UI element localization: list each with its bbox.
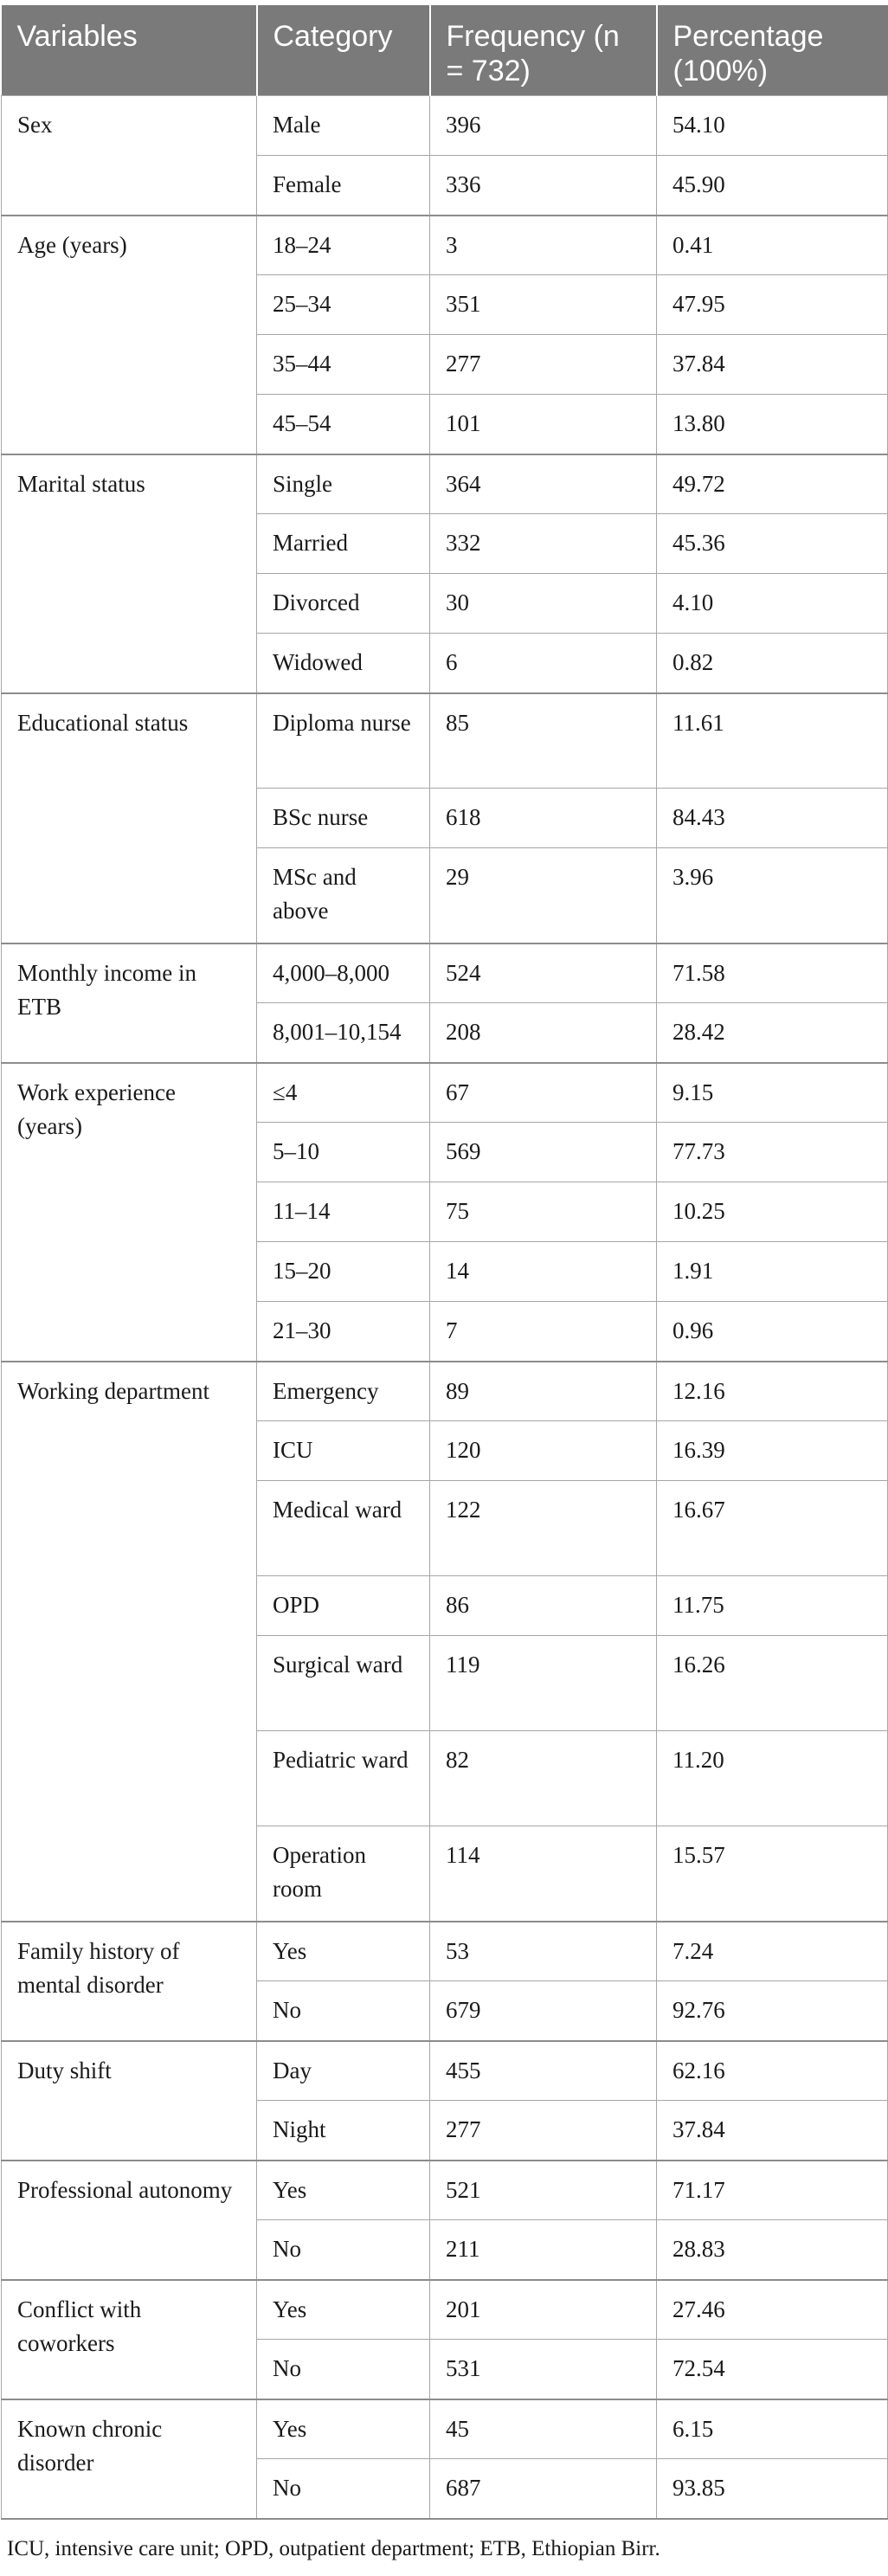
- percentage-cell: 28.42: [657, 1003, 888, 1063]
- frequency-cell: 208: [430, 1003, 657, 1063]
- percentage-cell: 11.20: [657, 1731, 888, 1826]
- variable-cell: Work experience (years): [2, 1063, 257, 1362]
- percentage-cell: 0.41: [657, 216, 888, 275]
- category-cell: 8,001–10,154: [257, 1003, 430, 1063]
- percentage-cell: 27.46: [657, 2280, 888, 2340]
- frequency-cell: 277: [430, 2101, 657, 2161]
- table-row: [2, 693, 888, 789]
- frequency-cell: 6: [430, 634, 657, 693]
- percentage-cell: 28.83: [657, 2220, 888, 2280]
- variable-cell: Family history of mental disorder: [2, 1922, 257, 2041]
- variable-cell: Professional autonomy: [2, 2161, 257, 2280]
- percentage-cell: 49.72: [657, 454, 888, 514]
- category-cell: 5–10: [257, 1123, 430, 1182]
- frequency-cell: 119: [430, 1636, 657, 1731]
- frequency-cell: 82: [430, 1731, 657, 1826]
- header-row: [2, 5, 888, 96]
- percentage-cell: 4.10: [657, 574, 888, 634]
- frequency-cell: 351: [430, 275, 657, 335]
- category-cell: 15–20: [257, 1242, 430, 1302]
- frequency-cell: 85: [430, 693, 657, 789]
- category-cell: OPD: [257, 1576, 430, 1636]
- percentage-cell: 0.82: [657, 634, 888, 693]
- category-cell: 11–14: [257, 1182, 430, 1242]
- header-variables: Variables: [2, 5, 257, 96]
- frequency-cell: 201: [430, 2280, 657, 2340]
- frequency-cell: 29: [430, 848, 657, 943]
- category-cell: Yes: [257, 2161, 430, 2220]
- frequency-cell: 101: [430, 395, 657, 454]
- percentage-cell: 92.76: [657, 1981, 888, 2041]
- frequency-cell: 114: [430, 1826, 657, 1922]
- category-cell: ≤4: [257, 1063, 430, 1123]
- frequency-cell: 687: [430, 2459, 657, 2519]
- category-cell: 21–30: [257, 1302, 430, 1362]
- frequency-cell: 3: [430, 216, 657, 275]
- frequency-cell: 53: [430, 1922, 657, 1981]
- percentage-cell: 0.96: [657, 1302, 888, 1362]
- percentage-cell: 11.75: [657, 1576, 888, 1636]
- frequency-cell: 122: [430, 1481, 657, 1576]
- frequency-cell: 569: [430, 1123, 657, 1182]
- header-frequency: Frequency (n = 732): [430, 5, 657, 96]
- percentage-cell: 16.39: [657, 1421, 888, 1481]
- frequency-cell: 277: [430, 335, 657, 395]
- table-row: [2, 1362, 888, 1421]
- table-row: [2, 454, 888, 514]
- percentage-cell: 11.61: [657, 693, 888, 789]
- frequency-cell: 7: [430, 1302, 657, 1362]
- table-row: [2, 2280, 888, 2340]
- table-row: [2, 1922, 888, 1981]
- table-row: [2, 1063, 888, 1123]
- category-cell: Yes: [257, 2280, 430, 2340]
- frequency-cell: 45: [430, 2399, 657, 2459]
- percentage-cell: 71.58: [657, 943, 888, 1003]
- category-cell: Female: [257, 156, 430, 216]
- frequency-cell: 364: [430, 454, 657, 514]
- percentage-cell: 45.90: [657, 156, 888, 216]
- category-cell: Yes: [257, 2399, 430, 2459]
- percentage-cell: 72.54: [657, 2340, 888, 2399]
- percentage-cell: 15.57: [657, 1826, 888, 1922]
- frequency-cell: 120: [430, 1421, 657, 1481]
- category-cell: Yes: [257, 1922, 430, 1981]
- category-cell: Night: [257, 2101, 430, 2161]
- table-row: [2, 2041, 888, 2101]
- variable-cell: Sex: [2, 96, 257, 216]
- variable-cell: Age (years): [2, 216, 257, 454]
- category-cell: Male: [257, 96, 430, 156]
- percentage-cell: 71.17: [657, 2161, 888, 2220]
- frequency-cell: 521: [430, 2161, 657, 2220]
- percentage-cell: 47.95: [657, 275, 888, 335]
- table-row: [2, 2399, 888, 2459]
- category-cell: BSc nurse: [257, 789, 430, 848]
- frequency-cell: 679: [430, 1981, 657, 2041]
- frequency-cell: 455: [430, 2041, 657, 2101]
- header-category: Category: [257, 5, 430, 96]
- category-cell: No: [257, 1981, 430, 2041]
- percentage-cell: 9.15: [657, 1063, 888, 1123]
- variable-cell: Marital status: [2, 454, 257, 693]
- frequency-cell: 86: [430, 1576, 657, 1636]
- table-row: [2, 943, 888, 1003]
- category-cell: Pediatric ward: [257, 1731, 430, 1826]
- category-cell: Widowed: [257, 634, 430, 693]
- percentage-cell: 6.15: [657, 2399, 888, 2459]
- percentage-cell: 37.84: [657, 335, 888, 395]
- variable-cell: Conflict with coworkers: [2, 2280, 257, 2399]
- category-cell: 4,000–8,000: [257, 943, 430, 1003]
- category-cell: Divorced: [257, 574, 430, 634]
- frequency-cell: 14: [430, 1242, 657, 1302]
- category-cell: Diploma nurse: [257, 693, 430, 789]
- table-footnote: ICU, intensive care unit; OPD, outpatient department; ETB, Ethiopian Birr.: [7, 2536, 660, 2560]
- category-cell: 45–54: [257, 395, 430, 454]
- category-cell: No: [257, 2220, 430, 2280]
- table-row: [2, 2161, 888, 2220]
- variable-cell: Educational status: [2, 693, 257, 943]
- percentage-cell: 1.91: [657, 1242, 888, 1302]
- variable-cell: Monthly income in ETB: [2, 943, 257, 1063]
- category-cell: Married: [257, 514, 430, 574]
- category-cell: No: [257, 2340, 430, 2399]
- percentage-cell: 12.16: [657, 1362, 888, 1421]
- category-cell: ICU: [257, 1421, 430, 1481]
- percentage-cell: 16.67: [657, 1481, 888, 1576]
- percentage-cell: 77.73: [657, 1123, 888, 1182]
- frequency-cell: 336: [430, 156, 657, 216]
- category-cell: 18–24: [257, 216, 430, 275]
- percentage-cell: 10.25: [657, 1182, 888, 1242]
- frequency-cell: 30: [430, 574, 657, 634]
- percentage-cell: 3.96: [657, 848, 888, 943]
- category-cell: Emergency: [257, 1362, 430, 1421]
- frequency-cell: 618: [430, 789, 657, 848]
- frequency-cell: 211: [430, 2220, 657, 2280]
- category-cell: Single: [257, 454, 430, 514]
- frequency-cell: 332: [430, 514, 657, 574]
- table-row: [2, 216, 888, 275]
- demographics-table: [1, 5, 888, 2520]
- frequency-cell: 75: [430, 1182, 657, 1242]
- frequency-cell: 524: [430, 943, 657, 1003]
- percentage-cell: 7.24: [657, 1922, 888, 1981]
- category-cell: MSc and above: [257, 848, 430, 943]
- category-cell: No: [257, 2459, 430, 2519]
- percentage-cell: 16.26: [657, 1636, 888, 1731]
- variable-cell: Duty shift: [2, 2041, 257, 2161]
- table-body: [2, 96, 888, 2519]
- percentage-cell: 84.43: [657, 789, 888, 848]
- variable-cell: Working department: [2, 1362, 257, 1922]
- category-cell: Medical ward: [257, 1481, 430, 1576]
- category-cell: 25–34: [257, 275, 430, 335]
- category-cell: 35–44: [257, 335, 430, 395]
- category-cell: Operation room: [257, 1826, 430, 1922]
- frequency-cell: 89: [430, 1362, 657, 1421]
- percentage-cell: 62.16: [657, 2041, 888, 2101]
- percentage-cell: 13.80: [657, 395, 888, 454]
- variable-cell: Known chronic disorder: [2, 2399, 257, 2519]
- category-cell: Day: [257, 2041, 430, 2101]
- frequency-cell: 396: [430, 96, 657, 156]
- category-cell: Surgical ward: [257, 1636, 430, 1731]
- header-percentage: Percentage (100%): [657, 5, 888, 96]
- frequency-cell: 531: [430, 2340, 657, 2399]
- percentage-cell: 54.10: [657, 96, 888, 156]
- percentage-cell: 45.36: [657, 514, 888, 574]
- table-header: [2, 5, 888, 96]
- table-row: [2, 96, 888, 156]
- percentage-cell: 93.85: [657, 2459, 888, 2519]
- percentage-cell: 37.84: [657, 2101, 888, 2161]
- frequency-cell: 67: [430, 1063, 657, 1123]
